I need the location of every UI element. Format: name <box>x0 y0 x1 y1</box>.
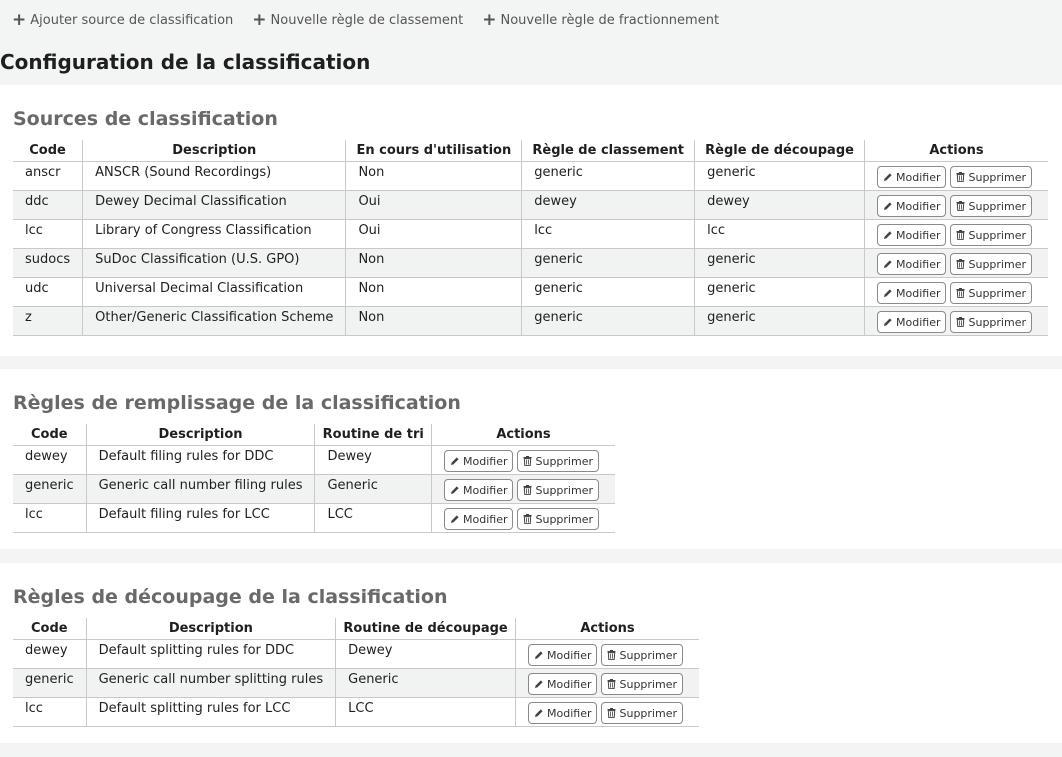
edit-button[interactable] <box>877 253 946 275</box>
split-rule-cell: generic <box>695 278 865 307</box>
table-row <box>13 278 1048 307</box>
delete-button[interactable] <box>950 166 1032 188</box>
pencil-icon <box>883 172 893 182</box>
trash-icon <box>523 485 532 495</box>
table-row <box>13 249 1048 278</box>
routine-cell: LCC <box>315 504 432 533</box>
in-use-cell: Oui <box>346 220 522 249</box>
actions-cell <box>432 446 616 475</box>
delete-label: Supprimer <box>968 199 1026 213</box>
delete-button[interactable] <box>950 282 1032 304</box>
split-rule-cell: lcc <box>695 220 865 249</box>
description-cell: Default filing rules for DDC <box>86 446 315 475</box>
code-cell: dewey <box>13 446 86 475</box>
trash-icon <box>523 456 532 466</box>
delete-button[interactable] <box>950 253 1032 275</box>
filing-rule-cell: generic <box>522 278 695 307</box>
edit-label: Modifier <box>896 170 941 184</box>
trash-icon <box>956 201 965 211</box>
col-description: Description <box>83 140 346 162</box>
edit-button[interactable] <box>877 195 946 217</box>
code-cell: generic <box>13 475 86 504</box>
delete-label: Supprimer <box>619 677 677 691</box>
edit-button[interactable] <box>444 450 513 472</box>
trash-icon <box>956 288 965 298</box>
delete-label: Supprimer <box>535 454 593 468</box>
description-cell: ANSCR (Sound Recordings) <box>83 162 346 191</box>
col-actions: Actions <box>516 618 700 640</box>
delete-button[interactable] <box>950 224 1032 246</box>
trash-icon <box>956 230 965 240</box>
code-cell: lcc <box>13 504 86 533</box>
actions-cell <box>516 640 700 669</box>
code-cell: udc <box>13 278 83 307</box>
filing-rule-cell: dewey <box>522 191 695 220</box>
actions-cell <box>516 669 700 698</box>
routine-cell: Generic <box>336 669 516 698</box>
page-title: Configuration de la classification <box>0 50 371 74</box>
col-code: Code <box>13 618 86 640</box>
table-header-row <box>13 618 699 640</box>
split-rule-cell: dewey <box>695 191 865 220</box>
trash-icon <box>956 259 965 269</box>
trash-icon <box>607 679 616 689</box>
delete-label: Supprimer <box>968 170 1026 184</box>
table-row <box>13 475 615 504</box>
routine-cell: LCC <box>336 698 516 727</box>
delete-label: Supprimer <box>968 315 1026 329</box>
in-use-cell: Non <box>346 162 522 191</box>
actions-cell <box>516 698 700 727</box>
new-filing-rule-label: Nouvelle règle de classement <box>270 12 464 28</box>
pencil-icon <box>534 650 544 660</box>
table-row <box>13 191 1048 220</box>
trash-icon <box>607 708 616 718</box>
edit-label: Modifier <box>896 257 941 271</box>
edit-button[interactable] <box>528 673 597 695</box>
code-cell: z <box>13 307 83 336</box>
code-cell: sudocs <box>13 249 83 278</box>
delete-label: Supprimer <box>535 512 593 526</box>
table-row <box>13 220 1048 249</box>
sources-title: Sources de classification <box>13 108 278 130</box>
new-filing-rule-button[interactable] <box>252 10 463 30</box>
col-in-use: En cours d'utilisation <box>346 140 522 162</box>
filing-rule-cell: generic <box>522 249 695 278</box>
routine-cell: Dewey <box>315 446 432 475</box>
pencil-icon <box>534 679 544 689</box>
routine-cell: Dewey <box>336 640 516 669</box>
delete-button[interactable] <box>601 702 683 724</box>
description-cell: SuDoc Classification (U.S. GPO) <box>83 249 346 278</box>
split-rules-title: Règles de découpage de la classification <box>13 586 448 608</box>
code-cell: lcc <box>13 220 83 249</box>
table-row <box>13 669 699 698</box>
split-rules-panel <box>0 563 1062 743</box>
delete-label: Supprimer <box>619 706 677 720</box>
table-row <box>13 307 1048 336</box>
table-header-row <box>13 424 615 446</box>
edit-label: Modifier <box>547 706 592 720</box>
new-split-rule-button[interactable] <box>482 10 719 30</box>
description-cell: Dewey Decimal Classification <box>83 191 346 220</box>
col-filing-rule: Règle de classement <box>522 140 695 162</box>
in-use-cell: Oui <box>346 191 522 220</box>
in-use-cell: Non <box>346 249 522 278</box>
actions-cell <box>432 504 616 533</box>
delete-label: Supprimer <box>968 228 1026 242</box>
description-cell: Generic call number filing rules <box>86 475 315 504</box>
filing-rule-cell: generic <box>522 162 695 191</box>
pencil-icon <box>883 259 893 269</box>
pencil-icon <box>450 514 460 524</box>
description-cell: Default filing rules for LCC <box>86 504 315 533</box>
table-row <box>13 698 699 727</box>
actions-cell <box>865 278 1049 307</box>
col-split-rule: Règle de découpage <box>695 140 865 162</box>
description-cell: Other/Generic Classification Scheme <box>83 307 346 336</box>
edit-button[interactable] <box>877 282 946 304</box>
description-cell: Generic call number splitting rules <box>86 669 336 698</box>
edit-label: Modifier <box>896 199 941 213</box>
plus-icon: + <box>12 9 27 30</box>
edit-label: Modifier <box>463 483 508 497</box>
col-code: Code <box>13 140 83 162</box>
delete-button[interactable] <box>950 195 1032 217</box>
edit-label: Modifier <box>896 315 941 329</box>
table-row <box>13 504 615 533</box>
actions-cell <box>865 162 1049 191</box>
code-cell: dewey <box>13 640 86 669</box>
sources-table <box>13 140 1048 336</box>
pencil-icon <box>450 485 460 495</box>
plus-icon: + <box>252 9 267 30</box>
edit-label: Modifier <box>463 454 508 468</box>
filing-rules-table <box>13 424 615 533</box>
edit-button[interactable] <box>877 224 946 246</box>
in-use-cell: Non <box>346 278 522 307</box>
routine-cell: Generic <box>315 475 432 504</box>
plus-icon: + <box>482 9 497 30</box>
delete-button[interactable] <box>517 450 599 472</box>
description-cell: Universal Decimal Classification <box>83 278 346 307</box>
description-cell: Default splitting rules for DDC <box>86 640 336 669</box>
actions-cell <box>865 191 1049 220</box>
table-row <box>13 446 615 475</box>
code-cell: lcc <box>13 698 86 727</box>
pencil-icon <box>883 288 893 298</box>
delete-label: Supprimer <box>968 257 1026 271</box>
pencil-icon <box>534 708 544 718</box>
col-code: Code <box>13 424 86 446</box>
in-use-cell: Non <box>346 307 522 336</box>
toolbar <box>12 10 738 30</box>
edit-label: Modifier <box>896 228 941 242</box>
edit-label: Modifier <box>547 677 592 691</box>
description-cell: Default splitting rules for LCC <box>86 698 336 727</box>
code-cell: generic <box>13 669 86 698</box>
delete-label: Supprimer <box>619 648 677 662</box>
col-actions: Actions <box>432 424 616 446</box>
split-rules-table <box>13 618 699 727</box>
delete-button[interactable] <box>601 673 683 695</box>
trash-icon <box>956 172 965 182</box>
edit-button[interactable] <box>444 479 513 501</box>
filing-rule-cell: lcc <box>522 220 695 249</box>
edit-button[interactable] <box>877 166 946 188</box>
split-rule-cell: generic <box>695 162 865 191</box>
table-header-row <box>13 140 1048 162</box>
pencil-icon <box>450 456 460 466</box>
filing-rule-cell: generic <box>522 307 695 336</box>
col-actions: Actions <box>865 140 1049 162</box>
col-routine: Routine de tri <box>315 424 432 446</box>
new-split-rule-label: Nouvelle règle de fractionnement <box>500 12 720 28</box>
delete-button[interactable] <box>517 508 599 530</box>
edit-button[interactable] <box>444 508 513 530</box>
trash-icon <box>523 514 532 524</box>
code-cell: anscr <box>13 162 83 191</box>
delete-button[interactable] <box>517 479 599 501</box>
split-rule-cell: generic <box>695 249 865 278</box>
description-cell: Library of Congress Classification <box>83 220 346 249</box>
edit-button[interactable] <box>528 644 597 666</box>
actions-cell <box>432 475 616 504</box>
pencil-icon <box>883 230 893 240</box>
add-source-button[interactable] <box>12 10 233 30</box>
delete-button[interactable] <box>950 311 1032 333</box>
edit-label: Modifier <box>896 286 941 300</box>
table-row <box>13 640 699 669</box>
delete-label: Supprimer <box>535 483 593 497</box>
split-rule-cell: generic <box>695 307 865 336</box>
trash-icon <box>956 317 965 327</box>
actions-cell <box>865 220 1049 249</box>
table-row <box>13 162 1048 191</box>
actions-cell <box>865 307 1049 336</box>
delete-label: Supprimer <box>968 286 1026 300</box>
edit-label: Modifier <box>463 512 508 526</box>
col-description: Description <box>86 424 315 446</box>
filing-rules-title: Règles de remplissage de la classification <box>13 392 461 414</box>
trash-icon <box>607 650 616 660</box>
code-cell: ddc <box>13 191 83 220</box>
edit-button[interactable] <box>877 311 946 333</box>
delete-button[interactable] <box>601 644 683 666</box>
add-source-label: Ajouter source de classification <box>30 12 234 28</box>
edit-button[interactable] <box>528 702 597 724</box>
pencil-icon <box>883 201 893 211</box>
pencil-icon <box>883 317 893 327</box>
col-routine: Routine de découpage <box>336 618 516 640</box>
sources-panel <box>0 85 1062 356</box>
col-description: Description <box>86 618 336 640</box>
actions-cell <box>865 249 1049 278</box>
edit-label: Modifier <box>547 648 592 662</box>
filing-rules-panel <box>0 369 1062 549</box>
